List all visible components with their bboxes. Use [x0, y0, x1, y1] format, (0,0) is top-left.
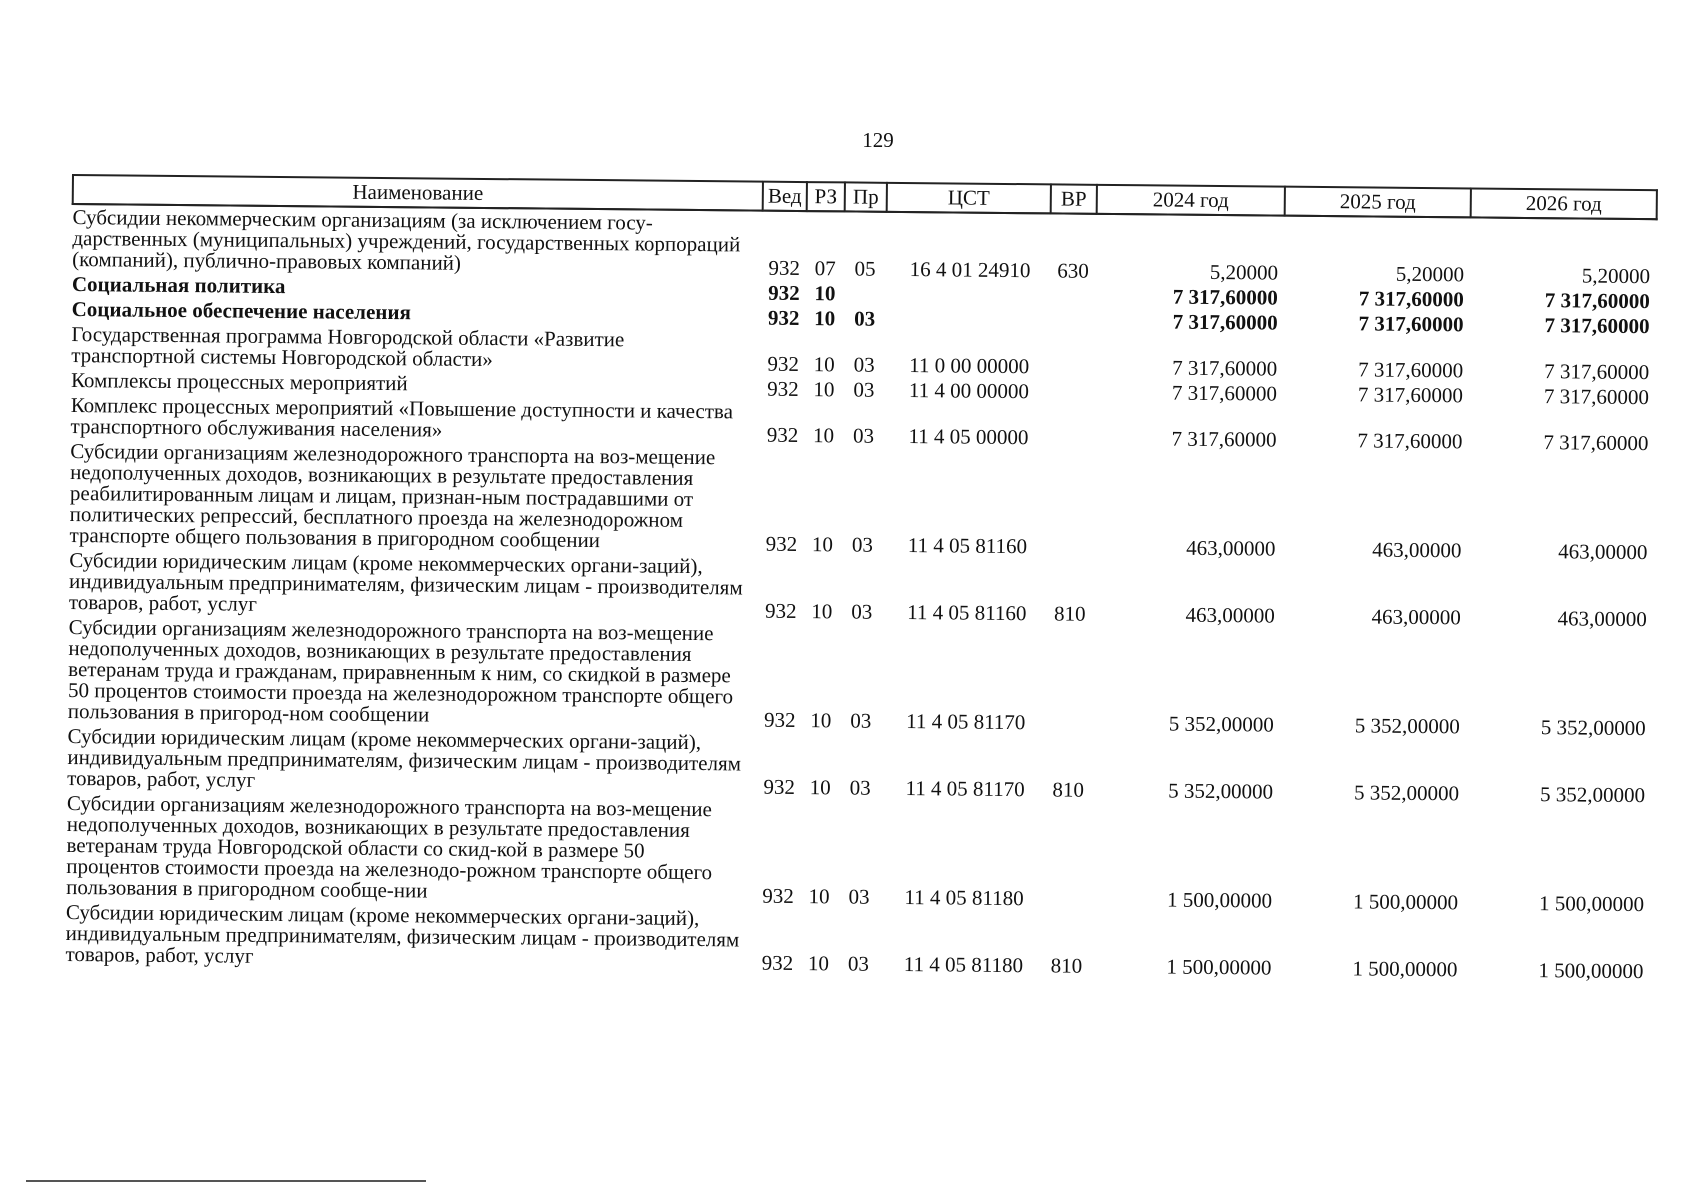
- cell-y2025: 1 500,00000: [1352, 889, 1459, 915]
- header-2026: 2026 год: [1471, 188, 1657, 219]
- cell-y2026: 1 500,00000: [1538, 891, 1645, 917]
- cell-y2024: 7 317,60000: [1172, 355, 1278, 381]
- cell-rz: 10: [807, 951, 830, 976]
- cell-y2024: 1 500,00000: [1166, 887, 1273, 913]
- cell-y2024: 1 500,00000: [1166, 954, 1272, 980]
- cell-name: Субсидии организациям железнодорожного транспорта на воз-мещение недополученных доходов, возникающих в результате предоставления ветеранам труда Новгородской области со скид-кой в размере 50 процентов стоимости проезда на железнодо-рожном транспорте общего пользования в пригородном сообще-нии: [66, 790, 713, 903]
- cell-y2025: 7 317,60000: [1357, 382, 1464, 408]
- cell-name: Субсидии юридическим лицам (кроме некоммерческих органи-заций), индивидуальным предпринимателям, физическим лицам - производителям товаров, работ, услуг: [67, 723, 742, 792]
- cell-y2024: 5 352,00000: [1168, 711, 1274, 737]
- cell-y2026: 463,00000: [1557, 606, 1647, 632]
- cell-vr: [1048, 402, 1094, 448]
- cell-ved: 932: [763, 774, 796, 799]
- cell-name: Комплексы процессных мероприятий: [70, 368, 408, 396]
- cell-pr: 05: [854, 256, 876, 281]
- cell-y2026: 7 317,60000: [1544, 359, 1650, 385]
- cell-cst: 11 4 05 81160: [907, 600, 1027, 626]
- cell-vr: [1050, 306, 1096, 331]
- cell-y2025: 7 317,60000: [1358, 311, 1464, 337]
- table-row: [68, 615, 1653, 739]
- cell-rz: 10: [810, 708, 832, 733]
- cell-vr: [1044, 800, 1091, 909]
- cell-ved: 932: [763, 707, 796, 732]
- cell-vr: 810: [1050, 953, 1083, 978]
- cell-rz: 10: [809, 775, 831, 800]
- cell-vr: [1050, 281, 1096, 306]
- cell-y2024: 463,00000: [1186, 535, 1276, 561]
- cell-pr: 03: [853, 352, 875, 377]
- cell-y2024: 5 352,00000: [1168, 778, 1274, 804]
- cell-ved: 932: [768, 280, 800, 305]
- cell-cst: 11 4 05 00000: [908, 424, 1029, 450]
- cell-y2025: 463,00000: [1371, 604, 1461, 630]
- cell-name: Субсидии некоммерческим организациям (за исключением госу-дарственных (муниципальных) учреждений, государственных корпораций (компаний), публично-правовых компаний): [72, 205, 741, 275]
- cell-rz: 10: [814, 306, 836, 331]
- header-cst: ЦСТ: [887, 183, 1051, 214]
- header-vr: ВР: [1051, 184, 1097, 213]
- cell-y2024: 7 317,60000: [1172, 284, 1278, 310]
- cell-pr: 03: [849, 775, 871, 800]
- cell-ved: 932: [767, 351, 800, 376]
- cell-pr: 03: [854, 306, 876, 331]
- cell-ved: 932: [762, 883, 794, 908]
- header-ved: Вед: [763, 182, 807, 211]
- cell-cst: 11 4 05 81160: [907, 533, 1028, 559]
- header-name: Наименование: [73, 175, 763, 211]
- cell-y2026: 7 317,60000: [1543, 430, 1649, 456]
- cell-cst: 11 4 05 81180: [903, 952, 1024, 978]
- cell-ved: 932: [768, 255, 800, 280]
- cell-vr: [1047, 448, 1094, 557]
- table-body: [65, 204, 1656, 982]
- cell-y2025: 7 317,60000: [1357, 428, 1463, 454]
- cell-y2026: 7 317,60000: [1544, 288, 1650, 314]
- cell-y2025: 1 500,00000: [1352, 956, 1458, 982]
- cell-name: Субсидии организациям железнодорожного транспорта на воз-мещение недополученных доходов, возникающих в результате предоставления ветеранам труда и гражданам, приравненным к ним, со скидкой в размере 50 процентов стоимости проезда на железнодорожном транспорте общего пользования в пригород-ном сообщении: [67, 614, 734, 727]
- header-rz: РЗ: [807, 182, 845, 211]
- cell-cst: 16 4 01 24910: [909, 257, 1031, 283]
- cell-pr: 03: [850, 708, 872, 733]
- cell-ved: 932: [764, 598, 797, 623]
- cell-name: Социальная политика: [71, 272, 286, 299]
- cell-name: Субсидии юридическим лицам (кроме некоммерческих органи-заций), индивидуальным предпринимателям, физическим лицам - производителям товаров, работ, услуг: [65, 899, 740, 968]
- cell-cst: [886, 305, 1050, 332]
- cell-rz: 10: [812, 423, 835, 448]
- cell-name: Субсидии юридическим лицам (кроме некоммерческих органи-заций), индивидуальным предпринимателям, физическим лицам - производителям товаров, работ, услуг: [68, 547, 743, 616]
- cell-vr: 810: [1053, 601, 1086, 626]
- cell-ved: 932: [765, 531, 798, 556]
- cell-rz: 10: [811, 532, 834, 557]
- cell-vr: [1049, 331, 1095, 377]
- cell-cst: 11 4 05 81180: [904, 885, 1024, 911]
- cell-name: Государственная программа Новгородской области «Развитие транспортной системы Новгородской области»: [71, 322, 625, 372]
- cell-pr: [844, 279, 886, 304]
- cell-vr: 810: [1052, 777, 1085, 802]
- cell-y2026: 7 317,60000: [1543, 384, 1650, 410]
- header-pr: Пр: [845, 182, 887, 211]
- cell-vr: [1046, 624, 1093, 733]
- cell-pr: 03: [851, 532, 874, 557]
- cell-cst: 11 4 05 81170: [906, 709, 1026, 735]
- cell-y2025: 5,20000: [1395, 261, 1465, 287]
- cell-vr: 630: [1057, 258, 1089, 283]
- page-number: 129: [862, 128, 894, 152]
- table-row: [66, 791, 1651, 915]
- table-row: [69, 439, 1654, 563]
- cell-ved: 932: [766, 422, 799, 447]
- header-2024: 2024 год: [1097, 185, 1285, 216]
- budget-table: [64, 174, 1658, 982]
- cell-y2024: 7 317,60000: [1171, 426, 1277, 452]
- cell-y2026: 7 317,60000: [1544, 313, 1650, 339]
- cell-y2025: 5 352,00000: [1354, 780, 1460, 806]
- cell-rz: 10: [808, 884, 830, 909]
- cell-y2024: 463,00000: [1185, 602, 1275, 628]
- cell-cst: 11 4 05 81170: [905, 776, 1025, 802]
- cell-rz: 10: [813, 377, 835, 402]
- cell-y2024: 7 317,60000: [1172, 309, 1278, 335]
- cell-y2025: 5 352,00000: [1354, 713, 1460, 739]
- cell-pr: 03: [847, 951, 870, 976]
- cell-rz: 10: [813, 352, 835, 377]
- cell-rz: 07: [814, 256, 836, 281]
- cell-pr: 03: [851, 599, 873, 624]
- cell-vr: [1049, 377, 1095, 402]
- cell-y2024: 7 317,60000: [1171, 380, 1278, 406]
- cell-y2026: 5 352,00000: [1539, 782, 1646, 808]
- cell-pr: 03: [848, 884, 870, 909]
- cell-y2024: 5,20000: [1209, 259, 1279, 285]
- cell-y2026: 5 352,00000: [1540, 715, 1646, 741]
- cell-y2026: 5,20000: [1581, 263, 1651, 289]
- cell-cst: 11 0 00 00000: [909, 353, 1030, 379]
- cell-pr: 03: [852, 423, 875, 448]
- cell-name: Социальное обеспечение населения: [71, 297, 412, 325]
- cell-y2025: 7 317,60000: [1358, 286, 1464, 312]
- cell-rz: 10: [811, 599, 833, 624]
- cell-pr: 03: [853, 377, 875, 402]
- header-2025: 2025 год: [1285, 187, 1471, 218]
- cell-name: Субсидии организациям железнодорожного транспорта на воз-мещение недополученных доходов, возникающих в результате предоставления реабилитированным лицам и лицам, признан-ным пострадавшими от политических репрессий, бесплатного проезда на железнодорожном транспорте общего пользования в пригородном сообщении: [69, 438, 716, 553]
- cell-ved: 932: [767, 376, 799, 401]
- cell-y2026: 463,00000: [1558, 539, 1648, 565]
- cell-y2025: 463,00000: [1372, 537, 1462, 563]
- cell-y2026: 1 500,00000: [1538, 958, 1644, 984]
- cell-y2025: 7 317,60000: [1358, 357, 1464, 383]
- bottom-rule: [26, 1180, 426, 1182]
- cell-rz: 10: [814, 281, 836, 306]
- cell-cst: [886, 280, 1050, 307]
- cell-name: Комплекс процессных мероприятий «Повышение доступности и качества транспортного обслуживания населения»: [70, 392, 734, 442]
- cell-cst: 11 4 00 00000: [908, 378, 1030, 404]
- cell-ved: 932: [761, 950, 794, 975]
- cell-ved: 932: [767, 305, 800, 330]
